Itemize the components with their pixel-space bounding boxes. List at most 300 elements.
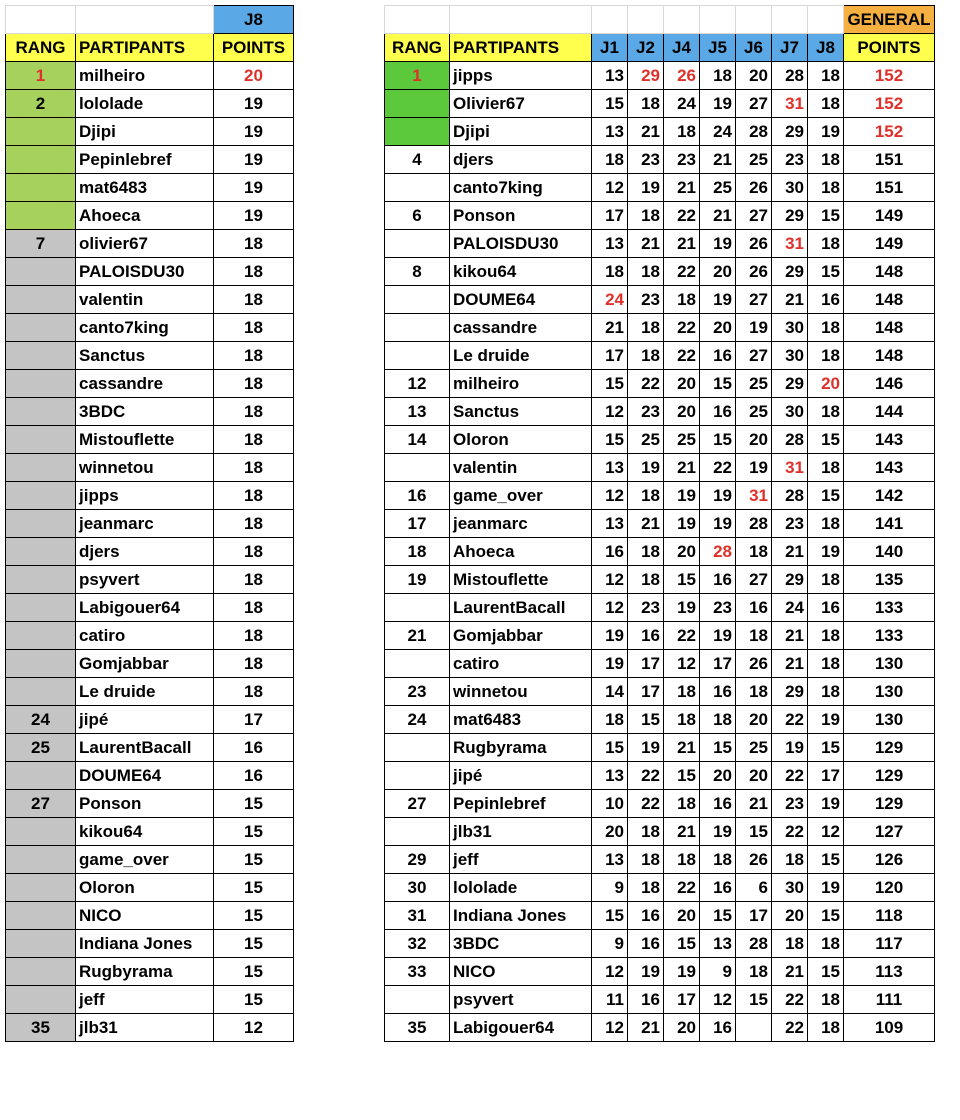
day-score-cell[interactable]: 20 (736, 706, 772, 734)
participant-name-cell[interactable]: Le druide (76, 678, 214, 706)
day-score-cell[interactable]: 18 (664, 790, 700, 818)
day-score-cell[interactable]: 16 (700, 1014, 736, 1042)
total-points-cell[interactable]: 152 (844, 90, 935, 118)
day-score-cell[interactable]: 12 (592, 958, 628, 986)
day-score-cell[interactable] (736, 1014, 772, 1042)
day-score-cell[interactable]: 28 (700, 538, 736, 566)
total-points-cell[interactable]: 130 (844, 678, 935, 706)
participant-name-cell[interactable]: Djipi (76, 118, 214, 146)
day-score-cell[interactable]: 11 (592, 986, 628, 1014)
day-score-cell[interactable]: 15 (628, 706, 664, 734)
day-score-cell[interactable]: 19 (808, 790, 844, 818)
day-score-cell[interactable]: 20 (664, 370, 700, 398)
empty-cell[interactable] (664, 6, 700, 34)
rang-cell[interactable]: 30 (385, 874, 450, 902)
day-score-cell[interactable]: 18 (592, 146, 628, 174)
points-cell[interactable]: 18 (214, 678, 294, 706)
day-score-cell[interactable]: 27 (736, 202, 772, 230)
participant-name-cell[interactable]: olivier67 (76, 230, 214, 258)
participant-name-cell[interactable]: NICO (76, 902, 214, 930)
total-points-cell[interactable]: 143 (844, 454, 935, 482)
rang-cell[interactable]: 8 (385, 258, 450, 286)
day-header[interactable]: J2 (628, 34, 664, 62)
day-score-cell[interactable]: 16 (628, 986, 664, 1014)
day-score-cell[interactable]: 20 (664, 1014, 700, 1042)
rang-cell[interactable] (6, 986, 76, 1014)
empty-cell[interactable] (772, 6, 808, 34)
day-score-cell[interactable]: 20 (736, 62, 772, 90)
points-cell[interactable]: 18 (214, 622, 294, 650)
rang-cell[interactable]: 21 (385, 622, 450, 650)
rang-cell[interactable] (6, 202, 76, 230)
day-score-cell[interactable]: 19 (808, 706, 844, 734)
participant-name-cell[interactable]: Djipi (450, 118, 592, 146)
day-score-cell[interactable]: 22 (664, 202, 700, 230)
empty-cell[interactable] (450, 6, 592, 34)
empty-cell[interactable] (592, 6, 628, 34)
total-points-cell[interactable]: 148 (844, 314, 935, 342)
total-points-cell[interactable]: 140 (844, 538, 935, 566)
day-score-cell[interactable]: 18 (808, 566, 844, 594)
day-score-cell[interactable]: 18 (808, 678, 844, 706)
rang-cell[interactable]: 2 (6, 90, 76, 118)
day-score-cell[interactable]: 15 (592, 902, 628, 930)
day-score-cell[interactable]: 22 (772, 762, 808, 790)
day-score-cell[interactable]: 28 (772, 62, 808, 90)
points-cell[interactable]: 15 (214, 874, 294, 902)
total-points-cell[interactable]: 127 (844, 818, 935, 846)
day-score-cell[interactable]: 18 (772, 846, 808, 874)
total-points-cell[interactable]: 120 (844, 874, 935, 902)
participant-name-cell[interactable]: jeff (450, 846, 592, 874)
day-score-cell[interactable]: 19 (664, 482, 700, 510)
day-score-cell[interactable]: 15 (700, 734, 736, 762)
day-score-cell[interactable]: 14 (592, 678, 628, 706)
day-score-cell[interactable]: 18 (628, 258, 664, 286)
total-points-cell[interactable]: 151 (844, 174, 935, 202)
rang-cell[interactable] (6, 594, 76, 622)
participant-name-cell[interactable]: Olivier67 (450, 90, 592, 118)
j8-header[interactable]: J8 (214, 6, 294, 34)
total-points-cell[interactable]: 149 (844, 202, 935, 230)
day-score-cell[interactable]: 15 (808, 202, 844, 230)
day-score-cell[interactable]: 18 (592, 706, 628, 734)
day-score-cell[interactable]: 20 (664, 538, 700, 566)
day-score-cell[interactable]: 21 (664, 174, 700, 202)
participant-name-cell[interactable]: Pepinlebref (450, 790, 592, 818)
day-score-cell[interactable]: 18 (736, 538, 772, 566)
day-score-cell[interactable]: 16 (808, 286, 844, 314)
day-header[interactable]: J4 (664, 34, 700, 62)
day-score-cell[interactable]: 19 (700, 482, 736, 510)
day-score-cell[interactable]: 29 (772, 678, 808, 706)
day-score-cell[interactable]: 15 (592, 734, 628, 762)
points-cell[interactable]: 18 (214, 538, 294, 566)
rang-cell[interactable] (385, 342, 450, 370)
points-cell[interactable]: 17 (214, 706, 294, 734)
day-score-cell[interactable]: 16 (808, 594, 844, 622)
day-header[interactable]: J7 (772, 34, 808, 62)
day-score-cell[interactable]: 28 (736, 930, 772, 958)
day-score-cell[interactable]: 22 (772, 986, 808, 1014)
day-score-cell[interactable]: 17 (700, 650, 736, 678)
day-score-cell[interactable]: 21 (664, 734, 700, 762)
rang-cell[interactable] (6, 930, 76, 958)
day-score-cell[interactable]: 18 (808, 174, 844, 202)
day-score-cell[interactable]: 21 (628, 118, 664, 146)
day-score-cell[interactable]: 31 (772, 90, 808, 118)
points-cell[interactable]: 12 (214, 1014, 294, 1042)
participant-name-cell[interactable]: Ponson (76, 790, 214, 818)
day-score-cell[interactable]: 25 (736, 370, 772, 398)
total-points-cell[interactable]: 133 (844, 594, 935, 622)
total-points-cell[interactable]: 117 (844, 930, 935, 958)
rang-cell[interactable] (6, 314, 76, 342)
day-score-cell[interactable]: 20 (700, 762, 736, 790)
day-score-cell[interactable]: 19 (664, 510, 700, 538)
day-score-cell[interactable]: 19 (628, 734, 664, 762)
participant-name-cell[interactable]: djers (450, 146, 592, 174)
day-score-cell[interactable]: 17 (808, 762, 844, 790)
day-score-cell[interactable]: 18 (736, 622, 772, 650)
day-score-cell[interactable]: 15 (664, 930, 700, 958)
day-score-cell[interactable]: 22 (628, 762, 664, 790)
day-score-cell[interactable]: 21 (700, 146, 736, 174)
day-score-cell[interactable]: 15 (700, 902, 736, 930)
points-cell[interactable]: 18 (214, 370, 294, 398)
day-score-cell[interactable]: 22 (772, 1014, 808, 1042)
day-score-cell[interactable]: 26 (664, 62, 700, 90)
rang-cell[interactable] (385, 286, 450, 314)
rang-cell[interactable]: 16 (385, 482, 450, 510)
total-points-cell[interactable]: 130 (844, 706, 935, 734)
points-cell[interactable]: 19 (214, 118, 294, 146)
day-score-cell[interactable]: 10 (592, 790, 628, 818)
day-score-cell[interactable]: 18 (808, 342, 844, 370)
rang-cell[interactable] (6, 286, 76, 314)
points-cell[interactable]: 16 (214, 734, 294, 762)
day-score-cell[interactable]: 9 (700, 958, 736, 986)
empty-cell[interactable] (6, 6, 76, 34)
total-points-cell[interactable]: 126 (844, 846, 935, 874)
day-score-cell[interactable]: 21 (664, 454, 700, 482)
points-cell[interactable]: 15 (214, 986, 294, 1014)
day-score-cell[interactable]: 25 (664, 426, 700, 454)
day-score-cell[interactable]: 13 (592, 510, 628, 538)
participant-name-cell[interactable]: Oloron (450, 426, 592, 454)
day-score-cell[interactable]: 9 (592, 874, 628, 902)
participant-name-cell[interactable]: milheiro (450, 370, 592, 398)
day-score-cell[interactable]: 28 (772, 482, 808, 510)
day-score-cell[interactable]: 12 (700, 986, 736, 1014)
day-score-cell[interactable]: 17 (736, 902, 772, 930)
day-score-cell[interactable]: 28 (736, 510, 772, 538)
day-score-cell[interactable]: 29 (772, 370, 808, 398)
day-score-cell[interactable]: 18 (808, 622, 844, 650)
day-score-cell[interactable]: 12 (592, 482, 628, 510)
day-score-cell[interactable]: 20 (808, 370, 844, 398)
day-score-cell[interactable]: 23 (628, 286, 664, 314)
day-score-cell[interactable]: 15 (808, 846, 844, 874)
rang-cell[interactable] (6, 258, 76, 286)
points-cell[interactable]: 15 (214, 818, 294, 846)
participant-name-cell[interactable]: canto7king (450, 174, 592, 202)
points-cell[interactable]: 19 (214, 90, 294, 118)
participant-name-cell[interactable]: cassandre (76, 370, 214, 398)
total-points-cell[interactable]: 133 (844, 622, 935, 650)
day-score-cell[interactable]: 31 (772, 230, 808, 258)
day-score-cell[interactable]: 16 (700, 874, 736, 902)
day-score-cell[interactable]: 16 (628, 902, 664, 930)
rang-cell[interactable]: 24 (6, 706, 76, 734)
points-cell[interactable]: 18 (214, 510, 294, 538)
day-score-cell[interactable]: 15 (664, 566, 700, 594)
day-score-cell[interactable]: 21 (664, 818, 700, 846)
day-score-cell[interactable]: 18 (808, 1014, 844, 1042)
empty-cell[interactable] (76, 6, 214, 34)
rang-cell[interactable] (6, 174, 76, 202)
rang-cell[interactable]: 18 (385, 538, 450, 566)
day-score-cell[interactable]: 22 (664, 874, 700, 902)
rang-cell[interactable] (385, 230, 450, 258)
day-score-cell[interactable]: 16 (700, 790, 736, 818)
participant-name-cell[interactable]: winnetou (450, 678, 592, 706)
day-score-cell[interactable]: 18 (664, 846, 700, 874)
participant-name-cell[interactable]: NICO (450, 958, 592, 986)
participant-name-cell[interactable]: Labigouer64 (450, 1014, 592, 1042)
day-score-cell[interactable]: 15 (736, 818, 772, 846)
rang-cell[interactable] (6, 846, 76, 874)
rang-cell[interactable]: 12 (385, 370, 450, 398)
rang-cell[interactable] (6, 902, 76, 930)
day-score-cell[interactable]: 6 (736, 874, 772, 902)
day-score-cell[interactable]: 27 (736, 90, 772, 118)
day-score-cell[interactable]: 17 (592, 342, 628, 370)
day-header[interactable]: J5 (700, 34, 736, 62)
day-score-cell[interactable]: 15 (808, 426, 844, 454)
rang-cell[interactable]: 7 (6, 230, 76, 258)
day-score-cell[interactable]: 27 (736, 566, 772, 594)
day-score-cell[interactable]: 30 (772, 874, 808, 902)
day-score-cell[interactable]: 19 (628, 454, 664, 482)
rang-cell[interactable] (6, 482, 76, 510)
participant-name-cell[interactable]: Gomjabbar (450, 622, 592, 650)
participant-name-cell[interactable]: Sanctus (76, 342, 214, 370)
day-score-cell[interactable]: 21 (772, 650, 808, 678)
rang-cell[interactable] (385, 650, 450, 678)
day-score-cell[interactable]: 22 (628, 790, 664, 818)
rang-cell[interactable]: 17 (385, 510, 450, 538)
rang-cell[interactable] (6, 510, 76, 538)
day-score-cell[interactable]: 12 (592, 174, 628, 202)
participant-name-cell[interactable]: Labigouer64 (76, 594, 214, 622)
day-score-cell[interactable]: 29 (628, 62, 664, 90)
participant-name-cell[interactable]: jipé (450, 762, 592, 790)
day-score-cell[interactable]: 18 (736, 958, 772, 986)
participant-name-cell[interactable]: DOUME64 (450, 286, 592, 314)
participant-name-cell[interactable]: catiro (76, 622, 214, 650)
day-score-cell[interactable]: 31 (772, 454, 808, 482)
day-score-cell[interactable]: 24 (664, 90, 700, 118)
day-score-cell[interactable]: 19 (772, 734, 808, 762)
day-header[interactable]: J8 (808, 34, 844, 62)
day-score-cell[interactable]: 26 (736, 650, 772, 678)
day-score-cell[interactable]: 20 (664, 398, 700, 426)
day-score-cell[interactable]: 16 (736, 594, 772, 622)
day-score-cell[interactable]: 18 (628, 846, 664, 874)
rang-cell[interactable]: 4 (385, 146, 450, 174)
day-score-cell[interactable]: 15 (700, 370, 736, 398)
total-points-cell[interactable]: 109 (844, 1014, 935, 1042)
day-score-cell[interactable]: 24 (700, 118, 736, 146)
day-score-cell[interactable]: 12 (592, 398, 628, 426)
day-score-cell[interactable]: 18 (808, 62, 844, 90)
participant-name-cell[interactable]: Le druide (450, 342, 592, 370)
total-points-cell[interactable]: 148 (844, 258, 935, 286)
day-score-cell[interactable]: 26 (736, 174, 772, 202)
rang-cell[interactable]: 25 (6, 734, 76, 762)
participants-header[interactable]: PARTIPANTS (76, 34, 214, 62)
day-score-cell[interactable]: 24 (772, 594, 808, 622)
day-score-cell[interactable]: 15 (700, 426, 736, 454)
points-cell[interactable]: 15 (214, 958, 294, 986)
day-score-cell[interactable]: 19 (700, 622, 736, 650)
day-score-cell[interactable]: 18 (628, 314, 664, 342)
day-score-cell[interactable]: 15 (592, 90, 628, 118)
total-points-cell[interactable]: 148 (844, 342, 935, 370)
participant-name-cell[interactable]: jipps (76, 482, 214, 510)
total-points-cell[interactable]: 146 (844, 370, 935, 398)
participant-name-cell[interactable]: jipé (76, 706, 214, 734)
day-score-cell[interactable]: 16 (628, 622, 664, 650)
points-cell[interactable]: 18 (214, 258, 294, 286)
day-score-cell[interactable]: 18 (808, 146, 844, 174)
empty-cell[interactable] (736, 6, 772, 34)
day-score-cell[interactable]: 21 (772, 958, 808, 986)
points-cell[interactable]: 15 (214, 930, 294, 958)
day-score-cell[interactable]: 29 (772, 118, 808, 146)
participant-name-cell[interactable]: Indiana Jones (76, 930, 214, 958)
day-score-cell[interactable]: 18 (700, 846, 736, 874)
rang-cell[interactable] (6, 370, 76, 398)
day-score-cell[interactable]: 29 (772, 258, 808, 286)
day-score-cell[interactable]: 19 (592, 650, 628, 678)
day-score-cell[interactable]: 12 (664, 650, 700, 678)
points-cell[interactable]: 15 (214, 790, 294, 818)
participant-name-cell[interactable]: jeff (76, 986, 214, 1014)
rang-cell[interactable]: 27 (6, 790, 76, 818)
empty-cell[interactable] (628, 6, 664, 34)
day-score-cell[interactable]: 19 (700, 230, 736, 258)
rang-cell[interactable]: 13 (385, 398, 450, 426)
day-score-cell[interactable]: 21 (772, 538, 808, 566)
day-score-cell[interactable]: 22 (772, 818, 808, 846)
participant-name-cell[interactable]: milheiro (76, 62, 214, 90)
participant-name-cell[interactable]: catiro (450, 650, 592, 678)
day-score-cell[interactable]: 26 (736, 258, 772, 286)
day-score-cell[interactable]: 23 (700, 594, 736, 622)
total-points-cell[interactable]: 141 (844, 510, 935, 538)
total-points-cell[interactable]: 152 (844, 118, 935, 146)
rang-cell[interactable] (6, 538, 76, 566)
rang-cell[interactable]: 23 (385, 678, 450, 706)
day-score-cell[interactable]: 29 (772, 202, 808, 230)
day-score-cell[interactable]: 21 (700, 202, 736, 230)
day-score-cell[interactable]: 17 (664, 986, 700, 1014)
day-score-cell[interactable]: 17 (628, 650, 664, 678)
day-score-cell[interactable]: 15 (736, 986, 772, 1014)
rang-cell[interactable]: 6 (385, 202, 450, 230)
participant-name-cell[interactable]: Gomjabbar (76, 650, 214, 678)
day-score-cell[interactable]: 18 (592, 258, 628, 286)
participant-name-cell[interactable]: psyvert (450, 986, 592, 1014)
day-score-cell[interactable]: 18 (664, 706, 700, 734)
rang-cell[interactable]: 29 (385, 846, 450, 874)
participant-name-cell[interactable]: Ahoeca (76, 202, 214, 230)
points-cell[interactable]: 18 (214, 566, 294, 594)
participant-name-cell[interactable]: LaurentBacall (450, 594, 592, 622)
participant-name-cell[interactable]: Ahoeca (450, 538, 592, 566)
rang-cell[interactable]: 32 (385, 930, 450, 958)
day-score-cell[interactable]: 26 (736, 230, 772, 258)
points-cell[interactable]: 18 (214, 482, 294, 510)
points-cell[interactable]: 15 (214, 902, 294, 930)
day-score-cell[interactable]: 13 (592, 118, 628, 146)
participant-name-cell[interactable]: lololade (76, 90, 214, 118)
day-score-cell[interactable]: 18 (772, 930, 808, 958)
rang-cell[interactable]: 31 (385, 902, 450, 930)
points-cell[interactable]: 18 (214, 650, 294, 678)
rang-cell[interactable] (385, 174, 450, 202)
participant-name-cell[interactable]: mat6483 (76, 174, 214, 202)
day-score-cell[interactable]: 18 (700, 62, 736, 90)
day-score-cell[interactable]: 18 (808, 454, 844, 482)
day-score-cell[interactable]: 18 (628, 874, 664, 902)
total-points-cell[interactable]: 113 (844, 958, 935, 986)
participant-name-cell[interactable]: canto7king (76, 314, 214, 342)
total-points-cell[interactable]: 130 (844, 650, 935, 678)
participant-name-cell[interactable]: valentin (450, 454, 592, 482)
participant-name-cell[interactable]: winnetou (76, 454, 214, 482)
day-score-cell[interactable]: 28 (772, 426, 808, 454)
participant-name-cell[interactable]: Mistouflette (450, 566, 592, 594)
rang-cell[interactable] (6, 118, 76, 146)
rang-header[interactable]: RANG (6, 34, 76, 62)
rang-cell[interactable]: 24 (385, 706, 450, 734)
rang-cell[interactable]: 27 (385, 790, 450, 818)
participants-header[interactable]: PARTIPANTS (450, 34, 592, 62)
day-score-cell[interactable]: 23 (628, 146, 664, 174)
day-score-cell[interactable]: 27 (736, 286, 772, 314)
day-score-cell[interactable]: 22 (628, 370, 664, 398)
day-score-cell[interactable]: 13 (700, 930, 736, 958)
rang-cell[interactable] (6, 762, 76, 790)
rang-cell[interactable] (6, 342, 76, 370)
day-score-cell[interactable]: 18 (700, 706, 736, 734)
rang-cell[interactable] (385, 90, 450, 118)
participant-name-cell[interactable]: PALOISDU30 (450, 230, 592, 258)
day-score-cell[interactable]: 18 (628, 538, 664, 566)
day-score-cell[interactable]: 27 (736, 342, 772, 370)
participant-name-cell[interactable]: mat6483 (450, 706, 592, 734)
rang-cell[interactable] (6, 958, 76, 986)
total-points-cell[interactable]: 118 (844, 902, 935, 930)
rang-cell[interactable] (6, 622, 76, 650)
rang-cell[interactable] (6, 398, 76, 426)
rang-cell[interactable]: 35 (385, 1014, 450, 1042)
participant-name-cell[interactable]: Mistouflette (76, 426, 214, 454)
day-score-cell[interactable]: 15 (808, 258, 844, 286)
